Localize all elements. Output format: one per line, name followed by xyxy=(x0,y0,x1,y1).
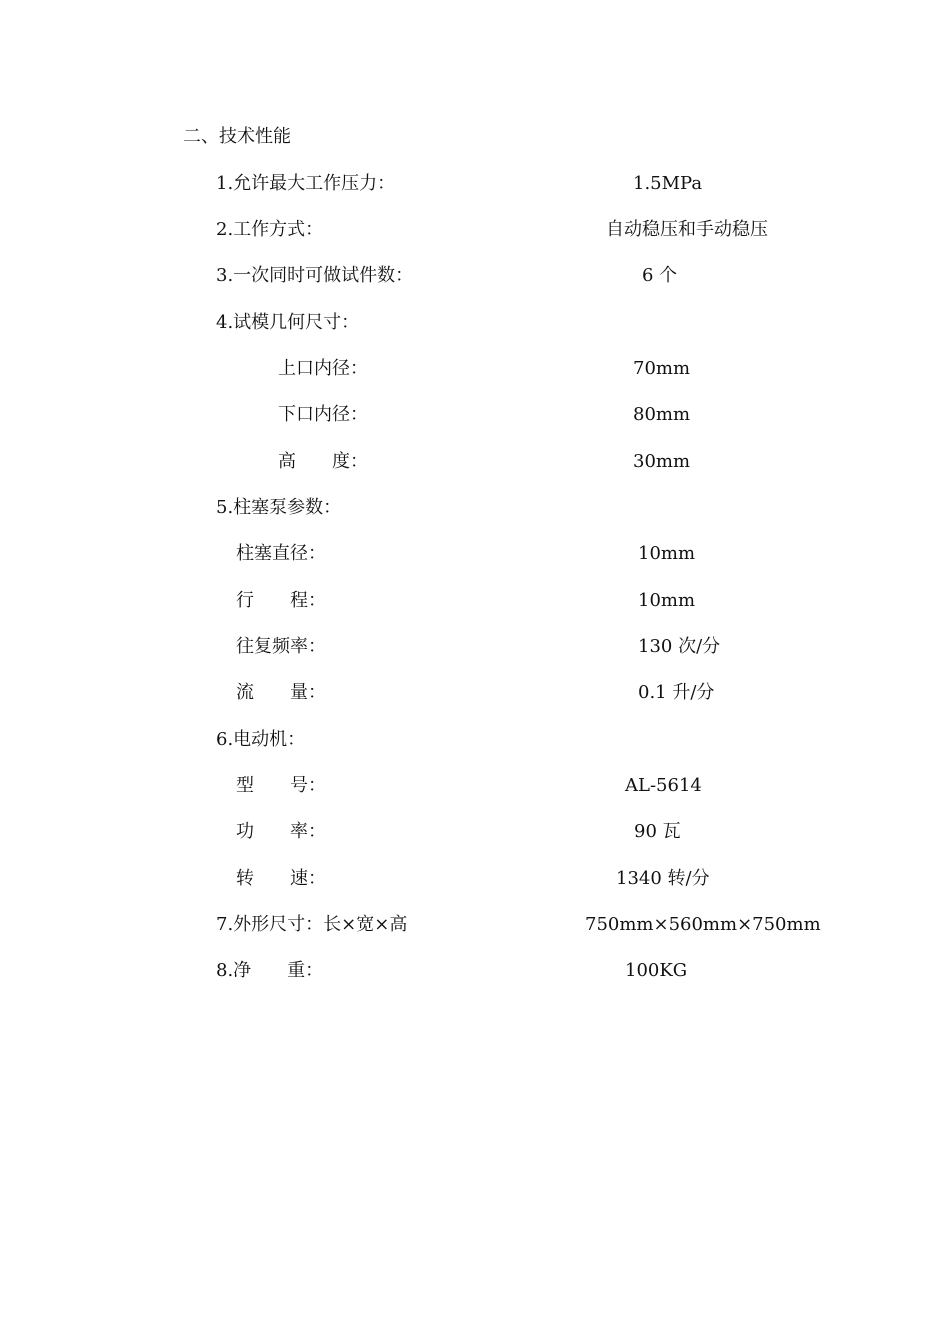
spec-label-flow: 流 量： xyxy=(236,682,326,703)
spec-value-work-mode: 自动稳压和手动稳压 xyxy=(606,219,768,240)
spec-label-specimen-count: 3.一次同时可做试件数： xyxy=(216,265,414,286)
spec-value-overall-dimensions: 750mm×560mm×750mm xyxy=(585,914,821,935)
spec-label-frequency: 往复频率： xyxy=(236,636,326,657)
spec-label-pump-params: 5.柱塞泵参数： xyxy=(216,497,342,518)
section-title: 二、技术性能 xyxy=(183,126,291,147)
spec-value-flow: 0.1 升/分 xyxy=(638,682,715,703)
spec-label-bottom-inner-diameter: 下口内径： xyxy=(278,404,368,425)
spec-value-speed: 1340 转/分 xyxy=(616,868,710,889)
spec-label-model: 型 号： xyxy=(236,775,326,796)
spec-value-bottom-inner-diameter: 80mm xyxy=(633,404,691,425)
spec-label-net-weight: 8.净 重： xyxy=(216,960,324,981)
spec-value-power: 90 瓦 xyxy=(634,821,681,842)
spec-value-top-inner-diameter: 70mm xyxy=(633,358,691,379)
spec-label-speed: 转 速： xyxy=(236,868,326,889)
spec-value-net-weight: 100KG xyxy=(625,960,688,981)
spec-label-max-pressure: 1.允许最大工作压力： xyxy=(216,173,396,194)
spec-value-frequency: 130 次/分 xyxy=(638,636,721,657)
spec-value-plunger-diameter: 10mm xyxy=(638,543,696,564)
spec-value-model: AL-5614 xyxy=(625,775,702,796)
spec-label-mold-dimensions: 4.试模几何尺寸： xyxy=(216,312,360,333)
spec-value-height: 30mm xyxy=(633,451,691,472)
spec-label-height: 高 度： xyxy=(278,451,368,472)
spec-label-power: 功 率： xyxy=(236,821,326,842)
spec-label-stroke: 行 程： xyxy=(236,590,326,611)
spec-value-specimen-count: 6 个 xyxy=(642,265,678,286)
spec-value-stroke: 10mm xyxy=(638,590,696,611)
spec-label-motor: 6.电动机： xyxy=(216,729,306,750)
spec-label-top-inner-diameter: 上口内径： xyxy=(278,358,368,379)
spec-label-overall-dimensions: 7.外形尺寸：长×宽×高 xyxy=(216,914,408,935)
spec-label-plunger-diameter: 柱塞直径： xyxy=(236,543,326,564)
spec-value-max-pressure: 1.5MPa xyxy=(633,173,703,194)
spec-label-work-mode: 2.工作方式： xyxy=(216,219,324,240)
